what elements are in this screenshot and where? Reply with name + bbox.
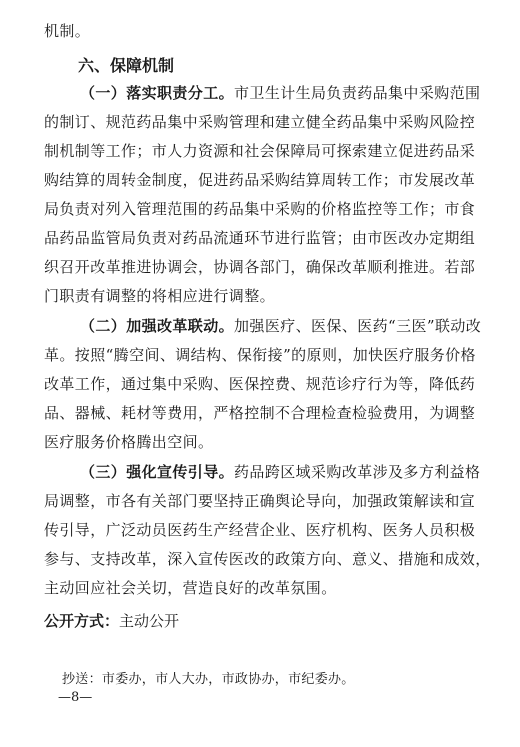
top-fragment: 机制。 <box>44 22 91 40</box>
publication-value: 主动公开 <box>119 612 180 630</box>
paragraph-1-line: 门职责有调整的将相应进行调整。 <box>44 287 276 305</box>
paragraph-2-line: 品、器械、耗材等费用，严格控制不合理检查检验费用，为调整 <box>44 404 476 422</box>
paragraph-1-line: 局负责对列入管理范围的药品集中采购的价格监控等工作；市食 <box>44 200 476 218</box>
paragraph-2-lead: （二）加强改革联动。 <box>80 317 235 335</box>
paragraph-3-line: 主动回应社会关切，营造良好的改革氛围。 <box>44 579 337 597</box>
paragraph-1-line: 品药品监管局负责对药品流通环节进行监管；由市医改办定期组 <box>44 229 476 247</box>
publication-method <box>44 610 179 631</box>
paragraph-2-first-line <box>80 316 482 336</box>
paragraph-2-line: 加强医疗、医保、医药“三医”联动改 <box>234 317 482 335</box>
publication-label: 公开方式： <box>44 612 120 630</box>
paragraph-3-line: 局调整，市各有关部门要坚持正确舆论导向，加强政策解读和宣 <box>44 492 476 510</box>
paragraph-2-line: 医疗服务价格腾出空间。 <box>44 433 214 451</box>
cc-line: 抄送：市委办，市人大办，市政协办，市纪委办。 <box>62 672 355 687</box>
paragraph-1-line: 织召开改革推进协调会，协调各部门，确保改革顺利推进。若部 <box>44 258 476 276</box>
paragraph-1-line: 制机制等工作；市人力资源和社会保障局可探索建立促进药品采 <box>44 142 476 160</box>
paragraph-1-line: 的制订、规范药品集中采购管理和建立健全药品集中采购风险控 <box>44 113 476 131</box>
paragraph-3-lead: （三）强化宣传引导。 <box>80 463 235 481</box>
paragraph-2-line: 改革工作，通过集中采购、医保控费、规范诊疗行为等，降低药 <box>44 375 476 393</box>
paragraph-3-line: 药品跨区域采购改革涉及多方利益格 <box>234 463 481 481</box>
paragraph-1-line: 购结算的周转金制度，促进药品采购结算周转工作；市发展改革 <box>44 171 476 189</box>
paragraph-1-line: 市卫生计生局负责药品集中采购范围 <box>234 84 481 102</box>
paragraph-1-first-line <box>80 83 481 103</box>
paragraph-3-line: 传引导，广泛动员医药生产经营企业、医疗机构、医务人员积极 <box>44 521 476 539</box>
paragraph-1-lead: （一）落实职责分工。 <box>80 84 235 102</box>
page-number: —8— <box>58 690 93 705</box>
paragraph-3-line: 参与、支持改革，深入宣传医改的政策方向、意义、措施和成效， <box>44 550 491 568</box>
section-heading: 六、保障机制 <box>78 56 175 75</box>
paragraph-3-first-line <box>80 462 481 482</box>
paragraph-2-line: 革。按照“腾空间、调结构、保衔接”的原则，加快医疗服务价格 <box>44 346 476 364</box>
